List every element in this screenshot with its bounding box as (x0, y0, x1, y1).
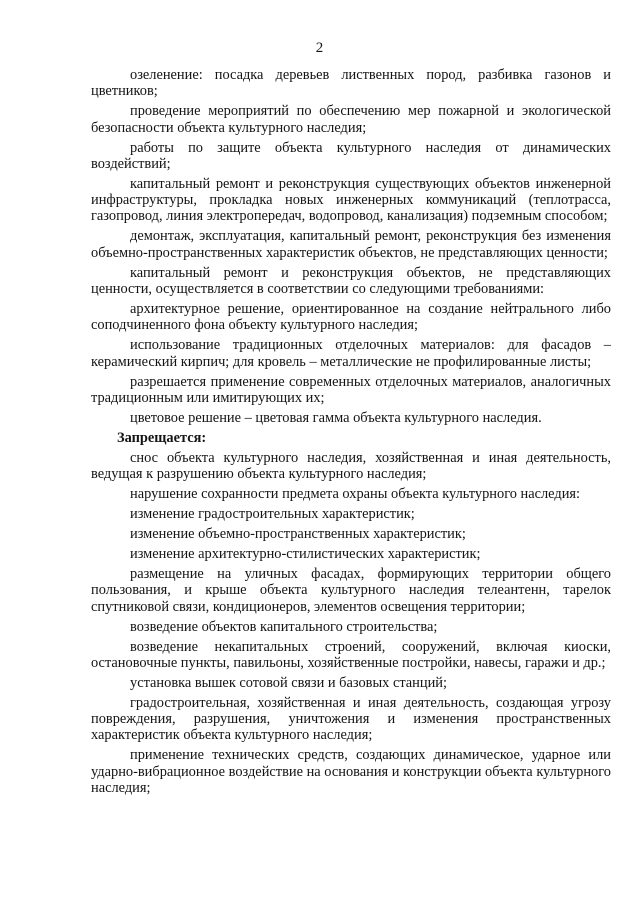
paragraph-traditional-materials: использование традиционных отделочных материалов: для фасадов – керамический кирпич; для кровель – металлические не профилированные листы; (91, 337, 611, 370)
paragraph-dismantling: демонтаж, эксплуатация, капитальный ремонт, реконструкция без изменения объемно-пространственных характеристик объектов, не представляющих ценности; (91, 228, 611, 261)
prohibited-heading: Запрещается: (117, 429, 207, 446)
paragraph-capital-construction: возведение объектов капитального строительства; (130, 618, 438, 635)
paragraph-technical-means: применение технических средств, создающих динамическое, ударное или ударно-вибрационное воздействие на основания и конструкции объекта культурного наследия; (91, 747, 611, 797)
paragraph-urban-characteristics: изменение градостроительных характеристик; (130, 506, 415, 523)
page-number: 2 (315, 40, 324, 56)
paragraph-fire-safety: проведение мероприятий по обеспечению мер пожарной и экологической безопасности объекта культурного наследия; (91, 103, 611, 136)
paragraph-protection-violation: нарушение сохранности предмета охраны объекта культурного наследия: (130, 486, 581, 503)
paragraph-modern-materials: разрешается применение современных отделочных материалов, аналогичных традиционным или имитирующих их; (91, 373, 611, 406)
paragraph-repair-requirements: капитальный ремонт и реконструкция объектов, не представляющих ценности, осуществляется в соответствии со следующими требованиями: (91, 264, 611, 297)
paragraph-facade-placement: размещение на уличных фасадах, формирующих территории общего пользования, и крыше объекта культурного наследия телеантенн, тарелок спутниковой связи, кондиционеров, элементов освещения территории; (91, 566, 611, 615)
paragraph-demolition: снос объекта культурного наследия, хозяйственная и иная деятельность, ведущая к разрушению объекта культурного наследия; (91, 449, 611, 483)
paragraph-landscaping: озеленение: посадка деревьев лиственных пород, разбивка газонов и цветников; (91, 67, 611, 100)
paragraph-threatening-activity: градостроительная, хозяйственная и иная деятельность, создающая угрозу повреждения, разрушения, уничтожения и изменения пространственных характеристик объекта культурного наследия; (91, 694, 611, 744)
paragraph-architectural-solution: архитектурное решение, ориентированное на создание нейтрального либо соподчиненного фона объекту культурного наследия; (91, 300, 611, 334)
paragraph-spatial-characteristics: изменение объемно-пространственных характеристик; (130, 526, 466, 543)
paragraph-infrastructure: капитальный ремонт и реконструкция существующих объектов инженерной инфраструктуры, прокладка новых инженерных коммуникаций (теплотрасса, газопровод, линия электропередач, водопровод, канализация) подземным способом; (91, 175, 611, 225)
document-body (91, 67, 611, 800)
paragraph-temporary-structures: возведение некапитальных строений, сооружений, включая киоски, остановочные пункты, павильоны, хозяйственные постройки, навесы, гаражи и др.; (91, 638, 611, 671)
paragraph-cell-towers: установка вышек сотовой связи и базовых станций; (130, 674, 447, 691)
paragraph-dynamic-protection: работы по защите объекта культурного наследия от динамических воздействий; (91, 139, 611, 172)
paragraph-stylistic-characteristics: изменение архитектурно-стилистических характеристик; (130, 546, 481, 563)
paragraph-color-solution: цветовое решение – цветовая гамма объекта культурного наследия. (130, 409, 542, 426)
